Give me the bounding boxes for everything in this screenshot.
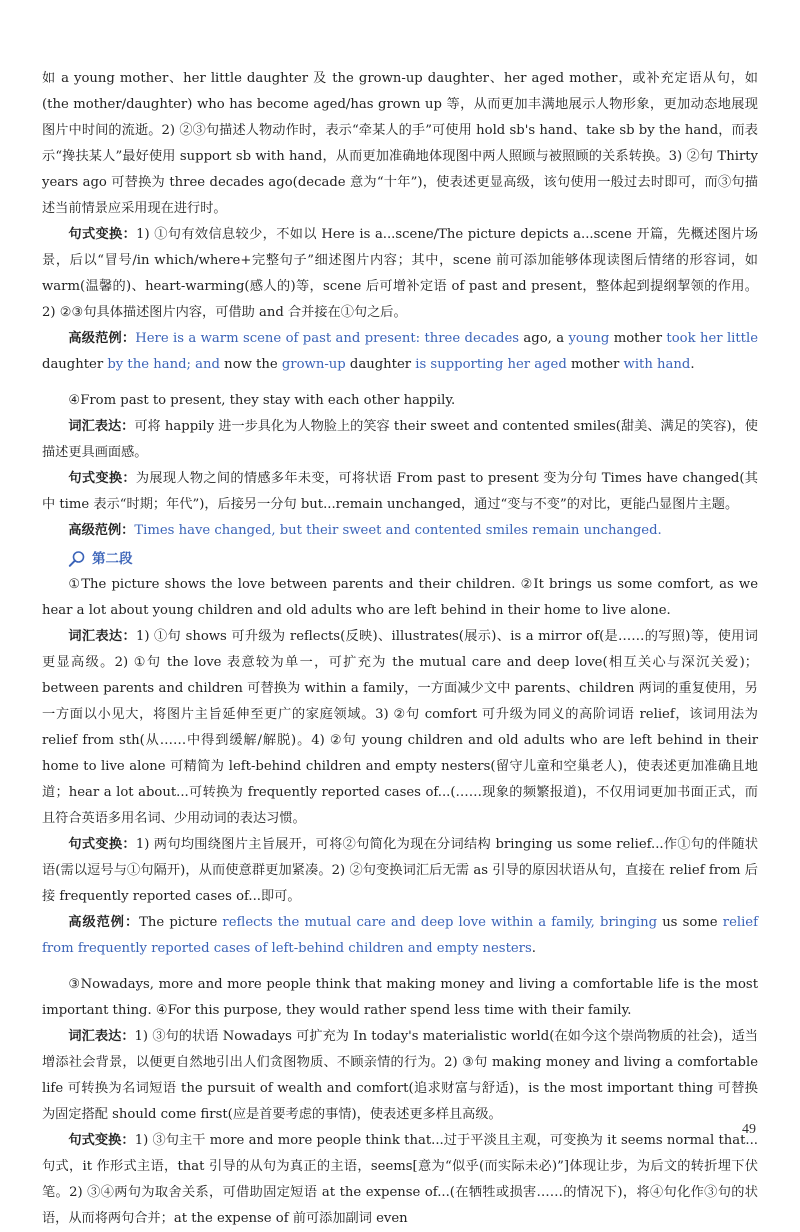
paragraph-example-3 bbox=[42, 910, 758, 962]
label-sentence-transform: 句式变换： bbox=[68, 471, 136, 486]
original-sentences-1-2: ①The picture shows the love between parents and their children. ②It brings us some comfort, as we hear a lot about young children and old adults who are left behind in their home to live alone. bbox=[42, 577, 758, 618]
plain-text: The picture bbox=[139, 915, 223, 930]
plain-text: now the bbox=[219, 357, 282, 372]
highlight-text: reflects the mutual care and deep love within a family, bringing bbox=[222, 915, 658, 930]
original-sentence-4: ④From past to present, they stay with each other happily. bbox=[68, 393, 456, 408]
paragraph-text: 为展现人物之间的情感多年未变，可将状语 From past to present 变为分句 Times have changed(其中 time 表示“时期；年代”)，后接另一分句 but...remain unchanged，通过“变与不变”的对比，更能凸显图片主题。 bbox=[42, 471, 758, 512]
label-example: 高级范例： bbox=[68, 915, 140, 930]
plain-text: us some bbox=[657, 915, 723, 930]
label-vocabulary: 词汇表达： bbox=[68, 419, 135, 434]
highlight-text: Here is a warm scene of past and present: three decades bbox=[135, 331, 520, 346]
paragraph-continued: 如 a young mother、her little daughter 及 the grown-up daughter、her aged mother，或补充定语从句，如(the mother/daughter) who has become aged/has grown up 等，从而更加丰满地展示人物形象，更加动态地展现图片中时间的流逝。2) ②③句描述人物动作时，表示“牵某人的手”可使用 hold sb's hand、take sb by the hand，而表示“搀扶某人”最好使用 support sb with hand，从而更加准确地体现图中两人照顾与被照顾的关系转换。3) ②句 Thirty years ago 可替换为 three decades ago(decade 意为“十年”)，使表述更显高级，该句使用一般过去时即可，而③句描述当前情景应采用现在进行时。 bbox=[42, 71, 758, 216]
highlight-text: is supporting her aged bbox=[415, 357, 567, 372]
plain-text: daughter bbox=[345, 357, 416, 372]
paragraph-sentence-transform-3 bbox=[42, 832, 758, 910]
label-vocabulary: 词汇表达： bbox=[68, 629, 136, 644]
paragraph-text: 1) 两句均围绕图片主旨展开，可将②句简化为现在分词结构 bringing us some relief...作①句的伴随状语(需以逗号与①句隔开)，从而使意群更加紧凑。2) ②句变换词汇后无需 as 引导的原因状语从句，直接在 relief from 后接 frequently reported cases of...即可。 bbox=[42, 837, 759, 904]
page-number: 49 bbox=[742, 1122, 756, 1137]
paragraph-vocabulary-2 bbox=[42, 624, 758, 832]
highlight-text: with hand bbox=[623, 357, 691, 372]
original-sentences-3-4: ③Nowadays, more and more people think that making money and living a comfortable life is the most important thing. ④For this purpose, they would rather spend less time with their family. bbox=[42, 977, 758, 1018]
paragraph-vocabulary-1 bbox=[42, 414, 758, 466]
paragraph-sentence-transform-4 bbox=[42, 1128, 758, 1232]
label-sentence-transform: 句式变换： bbox=[68, 227, 137, 242]
document-body bbox=[42, 66, 758, 1232]
highlight-text: young bbox=[568, 331, 610, 346]
highlight-text: grown-up bbox=[281, 357, 346, 372]
label-example: 高级范例： bbox=[68, 331, 136, 346]
paragraph-text: 1) ①句 shows 可升级为 reflects(反映)、illustrates(展示)、is a mirror of(是……的写照)等，使用词更显高级。2) ①句 the love 表意较为单一，可扩充为 the mutual care and deep love(相互关心与深沉关爱)；between parents and children 可替换为 within a family，一方面减少文中 parents、children 两词的重复使用，另一方面以小见大，将图片主旨延伸至更广的家庭领域。3) ②句 comfort 可升级为同义的高阶词语 relief，该词用法为 relief from sth(从……中得到缓解/解脱)。4) ②句 young children and old adults who are left behind in their home to live alone 可精简为 left-behind children and empty nesters(留守儿童和空巢老人)，使表述更加准确且地道；hear a lot about...可转换为 frequently reported cases of...(……现象的频繁报道)，不仅用词更加书面正式，而且符合英语多用名词、少用动词的表达习惯。 bbox=[42, 629, 758, 826]
paragraph-text: 1) ③句主干 more and more people think that...过于平淡且主观，可变换为 it seems normal that...句式，it 作形式主语，that 引导的从句为真正的主语，seems[意为“似乎(而实际未必)”]体现让步，为后文的转折埋下伏笔。2) ③④两句为取舍关系，可借助固定短语 at the expense of...(在牺牲或损害……的情况下)，将④句化作③句的状语，从而将两句合并；at the expense of 前可添加副词 even bbox=[42, 1133, 758, 1226]
label-sentence-transform: 句式变换： bbox=[68, 1133, 135, 1148]
paragraph-text: 可将 happily 进一步具化为人物脸上的笑容 their sweet and contented smiles(甜美、满足的笑容)，使描述更具画面感。 bbox=[42, 419, 758, 460]
label-example: 高级范例： bbox=[68, 523, 135, 538]
plain-text: daughter bbox=[42, 357, 108, 372]
label-vocabulary: 词汇表达： bbox=[68, 1029, 135, 1044]
highlight-text: by the hand bbox=[107, 357, 187, 372]
paragraph-sentence-transform-1 bbox=[42, 222, 758, 326]
highlight-text: ; and bbox=[186, 357, 220, 372]
paragraph-text: 1) ③句的状语 Nowadays 可扩充为 In today's materialistic world(在如今这个崇尚物质的社会)，适当增添社会背景，以便更自然地引出人们贪图物质、不顾亲情的行为。2) ③句 making money and living a comfortable life 可转换为名词短语 the pursuit of wealth and comfort(追求财富与舒适)，is the most important thing 可替换为固定搭配 should come first(应是首要考虑的事情)，使表述更多样且高级。 bbox=[42, 1029, 758, 1122]
section-title: 第二段 bbox=[92, 551, 133, 567]
paragraph-text: 1) ①句有效信息较少，不如以 Here is a...scene/The picture depicts a...scene 开篇，先概述图片场景，后以“冒号/in which/where+完整句子”细述图片内容；其中，scene 前可添加能够体现读图后情绪的形容词，如 warm(温馨的)、heart-warming(感人的)等，scene 后可增补定语 of past and present，整体起到提纲挈领的作用。2) ②③句具体描述图片内容，可借助 and 合并接在①句之后。 bbox=[42, 227, 758, 320]
plain-text: . bbox=[531, 941, 536, 956]
highlight-text: Times have changed, but their sweet and contented smiles remain unchanged. bbox=[134, 523, 662, 538]
label-sentence-transform: 句式变换： bbox=[68, 837, 136, 852]
paragraph-sentence-transform-2 bbox=[42, 466, 758, 518]
plain-text: ago, a bbox=[519, 331, 569, 346]
paragraph-example-2 bbox=[42, 518, 758, 544]
paragraph-vocabulary-3 bbox=[42, 1024, 758, 1128]
highlight-text: relief from frequently reported cases of left-behind children and empty nesters bbox=[42, 915, 758, 956]
paragraph-example-1 bbox=[42, 326, 758, 378]
magnifier-icon bbox=[68, 550, 86, 568]
highlight-text: took her little bbox=[666, 331, 759, 346]
plain-text: . bbox=[690, 357, 695, 372]
section-heading bbox=[68, 546, 758, 572]
plain-text: mother bbox=[609, 331, 667, 346]
plain-text: mother bbox=[566, 357, 624, 372]
